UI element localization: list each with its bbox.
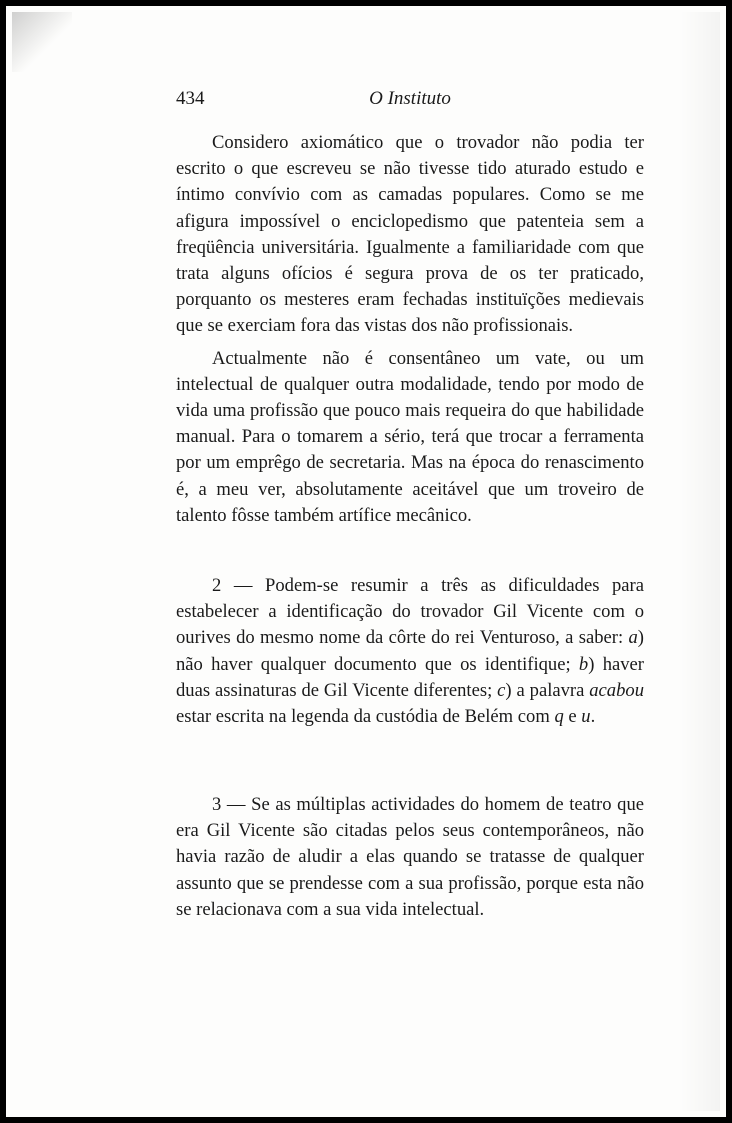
paragraph-3-part-1: 2 — Podem-se resumir a três as dificuldades para estabelecer a identificação do trovador Gil Vicente com o ourives do mesmo nome da côrte do rei Venturoso, a saber: <box>176 575 644 649</box>
paragraph-2: Actualmente não é consentâneo um vate, ou um intelectual de qualquer outra modalidade, tendo por modo de vida uma profissão que pouco mais requeira do que habilidade manual. Para o tomarem a sério, terá que trocar a ferramenta por um emprêgo de secretaria. Mas na época do renascimento é, a meu ver, absolutamente aceitável que um troveiro de talento fôsse também artífice mecânico. <box>176 347 644 526</box>
paragraph-3-part-6: e <box>563 706 582 728</box>
page-number: 434 <box>176 88 205 109</box>
section-2 <box>176 573 644 730</box>
page-edge-shadow <box>680 12 720 1111</box>
paragraph-3 <box>176 573 644 730</box>
section-3 <box>176 792 644 923</box>
paragraph-3-part-4: ) a palavra <box>505 679 590 701</box>
running-title: O Instituto <box>369 88 451 109</box>
paragraph-3-part-2: ) não haver qualquer documento que os identifique; <box>176 627 644 675</box>
item-a-letter: a <box>628 627 638 649</box>
page-header <box>176 88 644 116</box>
paragraph-1: Considero axiomático que o trovador não podia ter escrito o que escreveu se não tivesse tido aturado estudo e íntimo convívio com as camadas populares. Como se me afigura impossível o enciclopedismo que patenteia sem a freqüência universitária. Igualmente a familiaridade com que trata alguns ofícios é segura prova de os ter praticado, porquanto os mesteres eram fechadas instituïções medievais que se exerciam fora das vistas dos não profissionais. <box>176 132 644 337</box>
letter-u: u <box>581 706 591 728</box>
page-corner-shadow <box>12 12 72 72</box>
letter-q: q <box>554 706 564 728</box>
item-c-letter: c <box>497 679 506 701</box>
section-intro <box>176 130 644 529</box>
paragraph-4: 3 — Se as múltiplas actividades do homem de teatro que era Gil Vicente são citadas pelos seus contemporâneos, não havia razão de aludir a elas quando se tratasse de qualquer assunto que se prendesse com a sua profissão, porque esta não se relacionava com a sua vida intelectual. <box>176 794 644 920</box>
paragraph-3-part-7: . <box>590 706 596 728</box>
paragraph-3-part-5: estar escrita na legenda da custódia de Belém com <box>176 706 555 728</box>
item-b-letter: b <box>578 653 589 675</box>
paragraph-3-part-3: ) haver duas assinaturas de Gil Vicente diferentes; <box>176 653 644 701</box>
word-acabou: acabou <box>589 679 644 701</box>
